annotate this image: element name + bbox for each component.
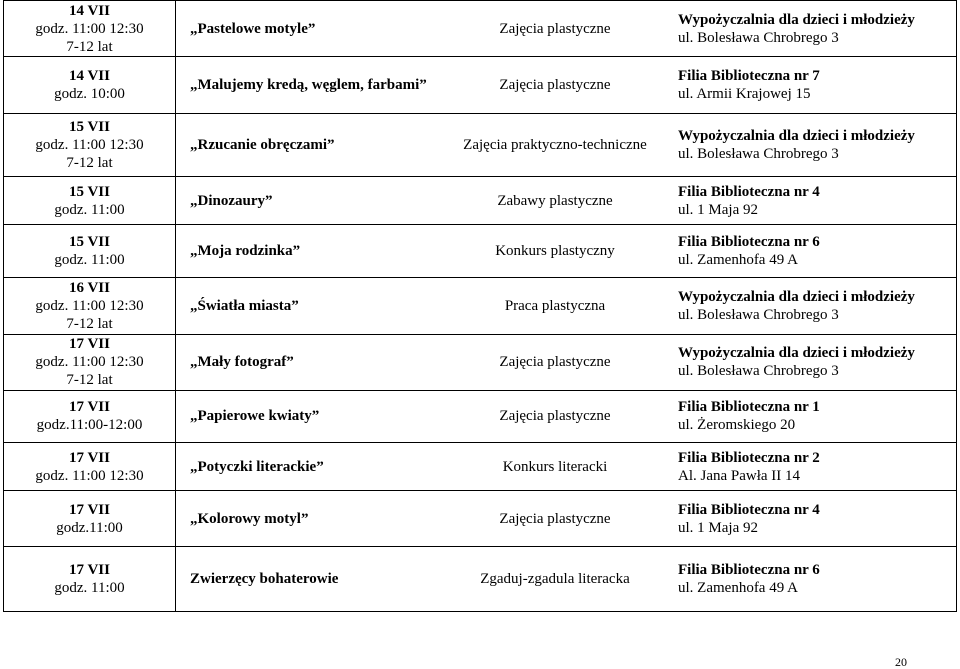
venue-name: Filia Biblioteczna nr 7	[678, 67, 820, 84]
event-time: godz. 10:00	[54, 85, 125, 102]
event-details	[176, 344, 956, 380]
event-cell	[176, 278, 957, 334]
event-category: Zajęcia praktyczno-techniczne	[463, 136, 647, 153]
event-date: 17 VII	[69, 449, 110, 466]
event-venue	[662, 501, 956, 537]
venue-name: Wypożyczalnia dla dzieci i młodzieży	[678, 11, 915, 28]
event-details	[176, 233, 956, 269]
event-venue	[662, 561, 956, 597]
venue-name: Filia Biblioteczna nr 4	[678, 501, 820, 518]
venue-name: Filia Biblioteczna nr 2	[678, 449, 820, 466]
date-block	[4, 279, 175, 333]
event-date: 15 VII	[69, 234, 110, 251]
date-cell	[4, 443, 176, 491]
date-block	[4, 2, 175, 56]
event-title: „Malujemy kredą, węglem, farbami”	[190, 76, 427, 93]
date-block	[4, 449, 175, 485]
event-cell	[176, 491, 957, 547]
event-category: Konkurs plastyczny	[495, 243, 615, 260]
date-block	[4, 183, 175, 219]
date-block	[4, 233, 175, 269]
venue-address: ul. Bolesława Chrobrego 3	[678, 29, 839, 46]
event-details	[176, 183, 956, 219]
event-date: 17 VII	[69, 562, 110, 579]
event-details	[176, 288, 956, 324]
event-date: 17 VII	[69, 399, 110, 416]
event-details	[176, 398, 956, 434]
schedule-row	[4, 334, 957, 390]
event-category: Zgaduj-zgadula literacka	[480, 571, 630, 588]
event-date: 16 VII	[69, 279, 110, 296]
date-cell	[4, 491, 176, 547]
event-title: „Kolorowy motyl”	[190, 510, 309, 527]
event-title: Zwierzęcy bohaterowie	[190, 571, 339, 588]
schedule-row	[4, 443, 957, 491]
venue-name: Wypożyczalnia dla dzieci i młodzieży	[678, 345, 915, 362]
event-title: „Dinozaury”	[190, 192, 273, 209]
event-cell	[176, 390, 957, 442]
event-venue	[662, 67, 956, 103]
page-number: 20	[895, 655, 907, 669]
event-venue	[662, 233, 956, 269]
date-block	[4, 398, 175, 434]
event-date: 15 VII	[69, 118, 110, 135]
event-category: Zajęcia plastyczne	[499, 354, 611, 371]
age-range: 7-12 lat	[66, 154, 113, 171]
event-time: godz. 11:00 12:30	[35, 297, 144, 314]
event-venue	[662, 344, 956, 380]
event-category: Zajęcia plastyczne	[499, 76, 611, 93]
event-date: 17 VII	[69, 336, 110, 353]
schedule-row	[4, 113, 957, 176]
venue-address: ul. Armii Krajowej 15	[678, 85, 811, 102]
venue-address: ul. Zamenhofa 49 A	[678, 252, 798, 269]
event-venue	[662, 183, 956, 219]
event-details	[176, 501, 956, 537]
schedule-row	[4, 390, 957, 442]
schedule-body	[4, 1, 957, 612]
event-cell	[176, 113, 957, 176]
venue-address: ul. Bolesława Chrobrego 3	[678, 145, 839, 162]
date-cell	[4, 1, 176, 57]
event-time: godz. 11:00	[54, 580, 125, 597]
event-time: godz. 11:00 12:30	[35, 467, 144, 484]
venue-address: ul. 1 Maja 92	[678, 201, 758, 218]
date-cell	[4, 334, 176, 390]
event-details	[176, 449, 956, 485]
date-cell	[4, 57, 176, 113]
event-details	[176, 67, 956, 103]
event-time: godz. 11:00	[54, 252, 125, 269]
age-range: 7-12 lat	[66, 38, 113, 55]
venue-address: ul. Bolesława Chrobrego 3	[678, 363, 839, 380]
date-block	[4, 67, 175, 103]
venue-name: Filia Biblioteczna nr 6	[678, 562, 820, 579]
venue-address: ul. Bolesława Chrobrego 3	[678, 306, 839, 323]
venue-address: ul. Żeromskiego 20	[678, 417, 796, 434]
event-time: godz. 11:00 12:30	[35, 20, 144, 37]
event-category: Zabawy plastyczne	[497, 192, 613, 209]
venue-address: ul. 1 Maja 92	[678, 519, 758, 536]
date-cell	[4, 390, 176, 442]
event-cell	[176, 443, 957, 491]
event-cell	[176, 547, 957, 612]
event-time: godz. 11:00	[54, 201, 125, 218]
date-block	[4, 501, 175, 537]
date-cell	[4, 113, 176, 176]
schedule-table	[3, 0, 957, 612]
event-details	[176, 127, 956, 163]
event-venue	[662, 449, 956, 485]
event-venue	[662, 398, 956, 434]
age-range: 7-12 lat	[66, 315, 113, 332]
date-block	[4, 118, 175, 172]
event-title: „Potyczki literackie”	[190, 458, 324, 475]
venue-name: Filia Biblioteczna nr 1	[678, 399, 820, 416]
event-venue	[662, 127, 956, 163]
event-details	[176, 11, 956, 47]
event-venue	[662, 288, 956, 324]
schedule-row	[4, 1, 957, 57]
schedule-row	[4, 57, 957, 113]
event-date: 14 VII	[69, 2, 110, 19]
event-details	[176, 561, 956, 597]
event-date: 14 VII	[69, 67, 110, 84]
date-cell	[4, 177, 176, 225]
event-category: Zajęcia plastyczne	[499, 20, 611, 37]
event-cell	[176, 57, 957, 113]
event-cell	[176, 1, 957, 57]
event-time: godz.11:00	[56, 519, 123, 536]
event-title: „Światła miasta”	[190, 297, 299, 314]
schedule-row	[4, 225, 957, 278]
schedule-row	[4, 177, 957, 225]
event-title: „Rzucanie obręczami”	[190, 136, 335, 153]
event-cell	[176, 225, 957, 278]
event-time: godz.11:00-12:00	[36, 417, 143, 434]
event-title: „Moja rodzinka”	[190, 243, 301, 260]
date-block	[4, 561, 175, 597]
venue-address: Al. Jana Pawła II 14	[678, 467, 801, 484]
event-date: 15 VII	[69, 183, 110, 200]
schedule-row	[4, 547, 957, 612]
venue-name: Wypożyczalnia dla dzieci i młodzieży	[678, 127, 915, 144]
date-block	[4, 335, 175, 389]
venue-address: ul. Zamenhofa 49 A	[678, 580, 798, 597]
event-title: „Mały fotograf”	[190, 354, 294, 371]
event-date: 17 VII	[69, 501, 110, 518]
event-category: Zajęcia plastyczne	[499, 510, 611, 527]
event-cell	[176, 334, 957, 390]
venue-name: Filia Biblioteczna nr 6	[678, 234, 820, 251]
venue-name: Filia Biblioteczna nr 4	[678, 183, 820, 200]
event-category: Zajęcia plastyczne	[499, 408, 611, 425]
event-title: „Papierowe kwiaty”	[190, 408, 320, 425]
schedule-row	[4, 278, 957, 334]
event-title: „Pastelowe motyle”	[190, 20, 316, 37]
date-cell	[4, 278, 176, 334]
event-time: godz. 11:00 12:30	[35, 354, 144, 371]
date-cell	[4, 225, 176, 278]
venue-name: Wypożyczalnia dla dzieci i młodzieży	[678, 288, 915, 305]
date-cell	[4, 547, 176, 612]
event-category: Praca plastyczna	[504, 297, 606, 314]
event-category: Konkurs literacki	[502, 458, 608, 475]
event-venue	[662, 11, 956, 47]
schedule-row	[4, 491, 957, 547]
age-range: 7-12 lat	[66, 372, 113, 389]
event-time: godz. 11:00 12:30	[35, 136, 144, 153]
event-cell	[176, 177, 957, 225]
